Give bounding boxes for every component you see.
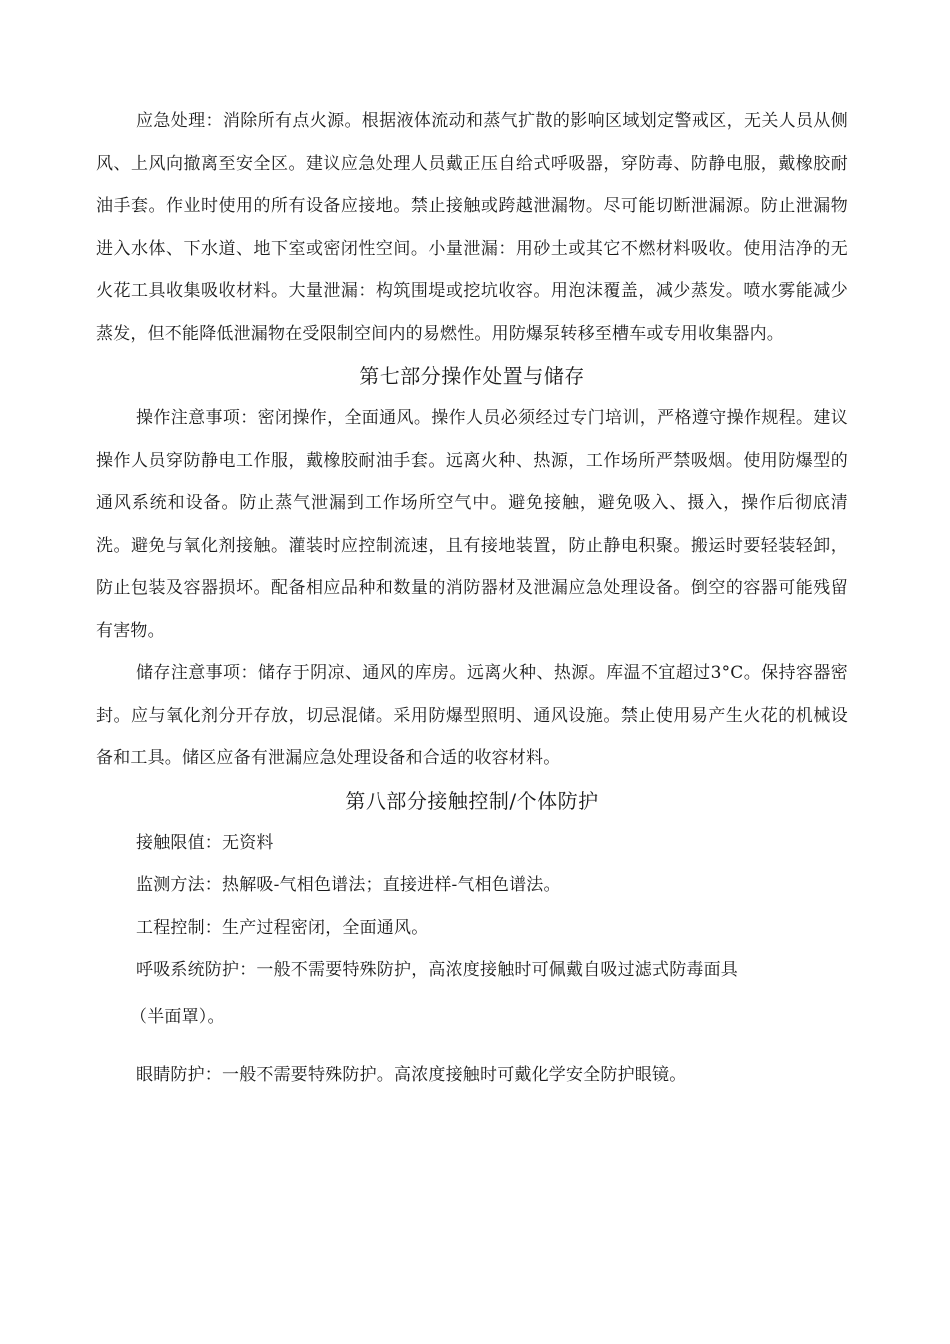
respiratory-protection-field: 呼吸系统防护：一般不需要特殊防护，高浓度接触时可佩戴自吸过滤式防毒面具 bbox=[136, 960, 738, 980]
exposure-limit-field: 接触限值：无资料 bbox=[136, 832, 274, 853]
spacer bbox=[96, 1038, 848, 1054]
operation-precautions-paragraph: 操作注意事项：密闭操作，全面通风。操作人员必须经过专门培训，严格遵守操作规程。建议操作人员穿防静电工作服，戴橡胶耐油手套。远离火种、热源，工作场所严禁吸烟。使用防爆型的通风系统和设备。防止蒸气泄漏到工作场所空气中。避免接触，避免吸入、摄入，操作后彻底清洗。避免与氧化剂接触。灌装时应控制流速，且有接地装置，防止静电积聚。搬运时要轻装轻卸，防止包装及容器损坏。配备相应品种和数量的消防器材及泄漏应急处理设备。倒空的容器可能残留有害物。 bbox=[96, 408, 848, 641]
section-7-title: 第七部分操作处置与储存 bbox=[359, 364, 585, 388]
monitoring-method-field: 监测方法：热解吸-气相色谱法；直接进样-气相色谱法。 bbox=[136, 875, 561, 895]
engineering-control-field: 工程控制：生产过程密闭，全面通风。 bbox=[136, 917, 429, 938]
eye-protection-field: 眼睛防护：一般不需要特殊防护。高浓度接触时可戴化学安全防护眼镜。 bbox=[136, 1065, 687, 1085]
section-8-title: 第八部分接触控制/个体防护 bbox=[345, 788, 599, 813]
storage-precautions-paragraph: 储存注意事项：储存于阴凉、通风的库房。远离火种、热源。库温不宜超过3°C。保持容器密封。应与氧化剂分开存放，切忌混储。采用防爆型照明、通风设施。禁止使用易产生火花的机械设备和工具。储区应备有泄漏应急处理设备和合适的收容材料。 bbox=[96, 663, 848, 768]
respiratory-protection-continuation: （半面罩）。 bbox=[130, 1006, 225, 1027]
emergency-treatment-paragraph: 应急处理：消除所有点火源。根据液体流动和蒸气扩散的影响区域划定警戒区，无关人员从侧风、上风向撤离至安全区。建议应急处理人员戴正压自给式呼吸器，穿防毒、防静电服，戴橡胶耐油手套。作业时使用的所有设备应接地。禁止接触或跨越泄漏物。尽可能切断泄漏源。防止泄漏物进入水体、下水道、地下室或密闭性空间。小量泄漏：用砂土或其它不燃材料吸收。使用洁净的无火花工具收集吸收材料。大量泄漏：构筑围堤或挖坑收容。用泡沫覆盖，减少蒸发。喷水雾能减少蒸发，但不能降低泄漏物在受限制空间内的易燃性。用防爆泵转移至槽车或专用收集器内。 bbox=[96, 111, 848, 344]
document-body bbox=[96, 100, 848, 1097]
